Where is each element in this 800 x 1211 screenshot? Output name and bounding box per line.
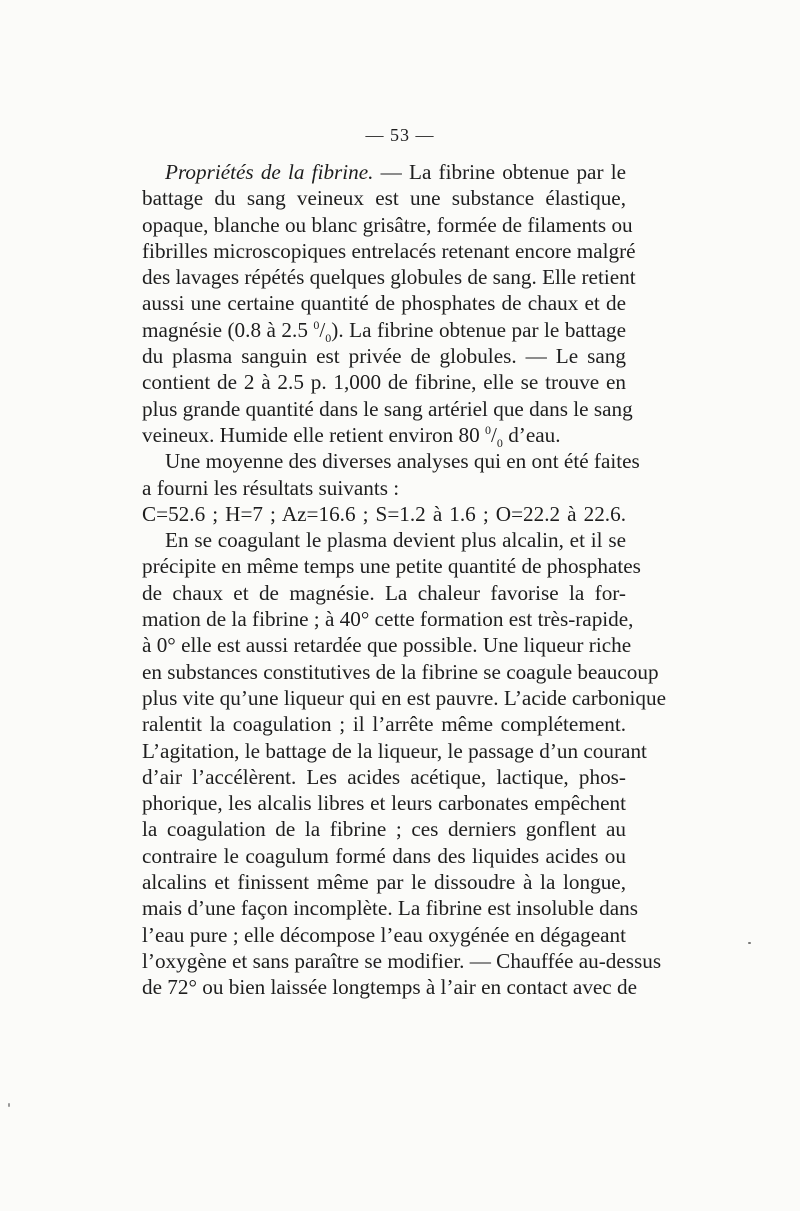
text-line: l’oxygène et sans paraître se modifier. — Chauffée au-dessus — [142, 948, 662, 973]
text-line: Une moyenne des diverses analyses qui en ont été faites — [165, 449, 640, 474]
text-line: l’eau pure ; elle décompose l’eau oxygénée en dégageant — [142, 922, 626, 947]
text-line: mation de la fibrine ; à 40° cette formation est très-rapide, — [142, 607, 634, 632]
formula-line: C=52.6 ; H=7 ; Az=16.6 ; S=1.2 à 1.6 ; O=22.2 à 22.6. — [142, 501, 626, 526]
text-line: ralentit la coagulation ; il l’arrête même complétement. — [142, 712, 626, 737]
percent-sup: 0 — [485, 422, 492, 437]
body-text — [142, 159, 667, 1001]
paper-speck — [8, 1103, 10, 1107]
text-line: plus grande quantité dans le sang artériel que dans le sang — [142, 396, 633, 421]
percent-slash: / — [491, 422, 497, 447]
text-line: à 0° elle est aussi retardée que possible. Une liqueur riche — [142, 633, 632, 658]
percent-sub: 0 — [325, 331, 332, 346]
text-line: du plasma sanguin est privée de globules. — Le sang — [142, 344, 626, 369]
text-segment: — La fibrine obtenue par le — [373, 160, 626, 184]
text-line: opaque, blanche ou blanc grisâtre, formée de filaments ou — [142, 212, 633, 237]
text-line: précipite en même temps une petite quantité de phosphates — [142, 554, 641, 579]
text-segment: veineux. Humide elle retient environ 80 — [142, 422, 486, 447]
text-line: alcalins et finissent même par le dissoudre à la longue, — [142, 870, 626, 895]
text-line: plus vite qu’une liqueur qui en est pauvre. L’acide carbonique — [142, 685, 667, 710]
text-line: contraire le coagulum formé dans des liquides acides ou — [142, 843, 626, 868]
text-segment: d’eau. — [502, 422, 561, 447]
text-line — [142, 317, 626, 346]
text-line: phorique, les alcalis libres et leurs carbonates empêchent — [142, 791, 626, 816]
text-line: des lavages répétés quelques globules de sang. Elle retient — [142, 265, 636, 290]
percent-sup: 0 — [313, 317, 320, 332]
percent-sub: 0 — [496, 436, 503, 451]
text-line: aussi une certaine quantité de phosphates de chaux et de — [142, 291, 626, 316]
page-number: — 53 — — [365, 125, 435, 145]
text-line: En se coagulant le plasma devient plus alcalin, et il se — [165, 528, 626, 553]
text-line: d’air l’accélèrent. Les acides acétique, lactique, phos- — [142, 764, 626, 789]
text-line: fibrilles microscopiques entrelacés retenant encore malgré — [142, 238, 636, 263]
text-line: de chaux et de magnésie. La chaleur favorise la for- — [142, 580, 626, 605]
text-line: a fourni les résultats suivants : — [142, 475, 400, 500]
section-heading: Propriétés de la fibrine. — [165, 160, 374, 184]
text-line: L’agitation, le battage de la liqueur, le passage d’un courant — [142, 738, 647, 763]
text-line: battage du sang veineux est une substance élastique, — [142, 186, 626, 211]
paper-speck — [748, 942, 751, 944]
text-line: de 72° ou bien laissée longtemps à l’air en contact avec de — [142, 975, 638, 1000]
text-line — [142, 159, 626, 185]
percent-slash: / — [319, 317, 326, 342]
text-line: en substances constitutives de la fibrine se coagule beaucoup — [142, 659, 659, 684]
text-line: contient de 2 à 2.5 p. 1,000 de fibrine, elle se trouve en — [142, 370, 626, 395]
text-segment: ). La fibrine obtenue par le battage — [331, 317, 626, 342]
text-line: mais d’une façon incomplète. La fibrine est insoluble dans — [142, 896, 638, 921]
text-segment: magnésie (0.8 à 2.5 — [142, 317, 314, 342]
text-line — [142, 422, 626, 451]
text-line: la coagulation de la fibrine ; ces derniers gonflent au — [142, 817, 626, 842]
